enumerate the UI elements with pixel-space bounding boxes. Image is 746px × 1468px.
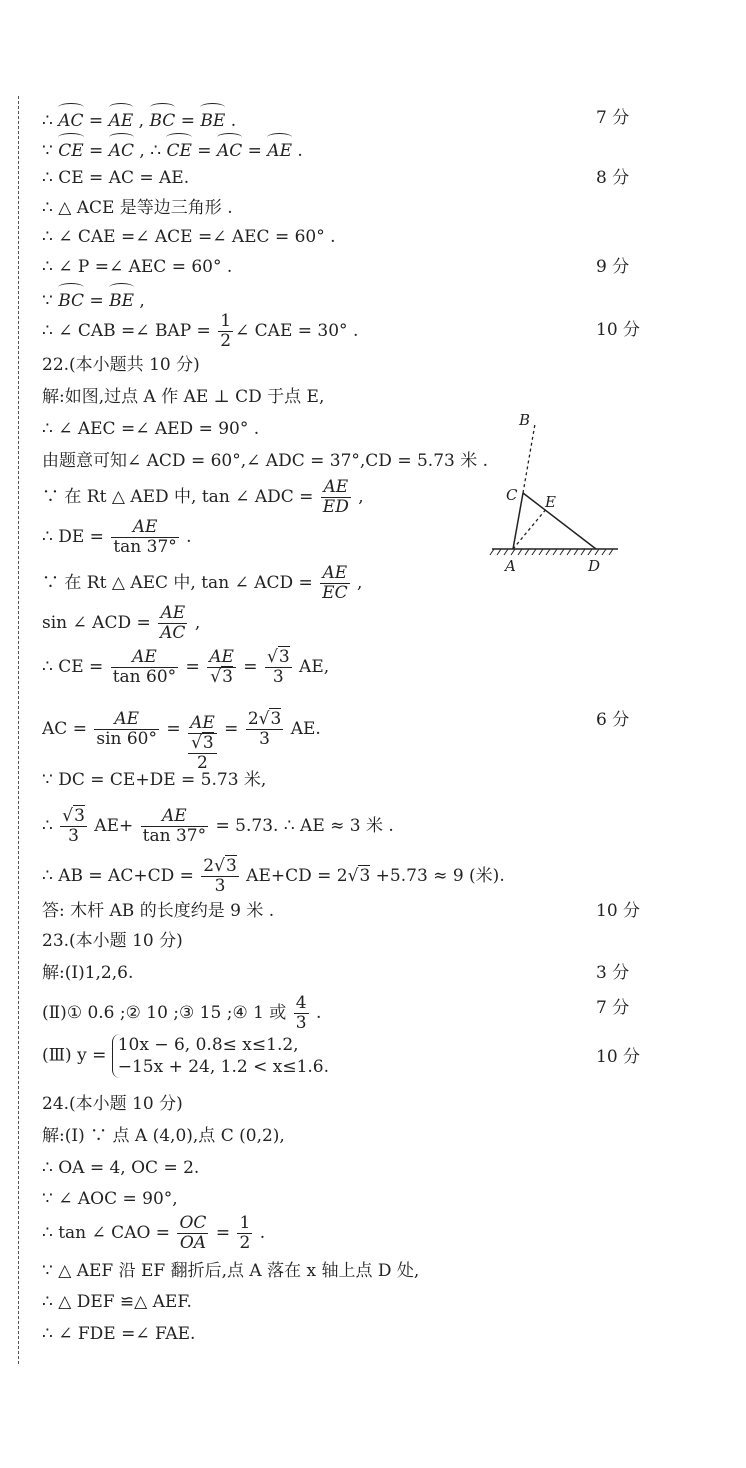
fraction: $\frac{√3}{3}$ bbox=[266, 647, 290, 687]
text-line: ∵ DC = CE+DE = 5.73 米, bbox=[42, 770, 267, 790]
segment-CD bbox=[523, 493, 596, 549]
text-line: ∴ △ ACE 是等边三角形 . bbox=[42, 198, 233, 218]
score-label: 10 分 bbox=[596, 901, 641, 921]
line-sin-acd: sin ∠ ACD = $\frac{AE}{AC}$ , bbox=[42, 603, 201, 643]
arc-CE: CE bbox=[166, 136, 191, 163]
label-B: B bbox=[519, 411, 531, 429]
answer-line: 答: 木杆 AB 的长度约是 9 米 . bbox=[42, 901, 275, 921]
text-line: 由题意可知∠ ACD = 60°,∠ ADC = 37°,CD = 5.73 米 . bbox=[42, 451, 489, 471]
text-line: ∴ ∠ CAE =∠ ACE =∠ AEC = 60° . bbox=[42, 227, 336, 247]
fraction: $\frac{1}{2}$ bbox=[220, 311, 232, 351]
problem-24-heading: 24.(本小题 10 分) bbox=[42, 1094, 183, 1114]
arc-BC: BC bbox=[150, 106, 176, 133]
text-line: ∵ △ AEF 沿 EF 翻折后,点 A 落在 x 轴上点 D 处, bbox=[42, 1261, 420, 1281]
text-line: ∴ ∠ P =∠ AEC = 60° . bbox=[42, 257, 233, 277]
line-solve-ae: ∴ $\frac{√3}{3}$ AE+ $\frac{AE}{\tan 37^\circ}$ = 5.73. ∴ AE ≈ 3 米 . bbox=[42, 806, 394, 846]
fraction: $\frac{AE}{EC}$ bbox=[322, 563, 348, 603]
problem-23-heading: 23.(本小题 10 分) bbox=[42, 931, 183, 951]
fraction: $\frac{4}{3}$ bbox=[295, 993, 307, 1033]
arc-BE: BE bbox=[109, 286, 134, 313]
label-A: A bbox=[505, 557, 516, 575]
arc-CE: CE bbox=[58, 136, 83, 163]
text-line: ∴ ∠ AEC =∠ AED = 90° . bbox=[42, 419, 260, 439]
line-piecewise: (Ⅲ) y = 10x − 6, 0.8≤ x≤1.2, −15x + 24, 1.2 < x≤1.6. bbox=[42, 1035, 330, 1077]
fraction: $\frac{2√3}{3}$ bbox=[247, 709, 282, 749]
label-C: C bbox=[506, 486, 518, 504]
text-line: 解:(Ⅰ)1,2,6. bbox=[42, 963, 134, 983]
arc-AC: AC bbox=[217, 136, 242, 163]
text-line: 解:如图,过点 A 作 AE ⊥ CD 于点 E, bbox=[42, 387, 325, 407]
piecewise-system: 10x − 6, 0.8≤ x≤1.2, −15x + 24, 1.2 < x≤1.6. bbox=[112, 1034, 329, 1078]
line-ab: ∴ AB = AC+CD = $\frac{2√3}{3}$ AE+CD = 2√3 +5.73 ≈ 9 (米). bbox=[42, 856, 505, 896]
fraction: $\frac{AE}{\tan 37^\circ}$ bbox=[142, 806, 207, 846]
text-line: ∴ ∠ FDE =∠ FAE. bbox=[42, 1324, 196, 1344]
fraction: $\frac{1}{2}$ bbox=[239, 1213, 251, 1253]
arc-BC: BC bbox=[58, 286, 84, 313]
label-D: D bbox=[588, 557, 601, 575]
fraction: $\frac{√3}{3}$ bbox=[62, 806, 85, 846]
line-angle-cab: ∴ ∠ CAB =∠ BAP = $\frac{1}{2}$ ∠ CAE = 30° . bbox=[42, 311, 359, 351]
fraction: $\frac{AE}{ED}$ bbox=[322, 477, 349, 517]
score-label: 7 分 bbox=[596, 998, 630, 1018]
fraction: $\frac{AE}{\tan 60^\circ}$ bbox=[112, 647, 177, 687]
score-label: 8 分 bbox=[596, 168, 630, 188]
score-label: 7 分 bbox=[596, 108, 630, 128]
binding-line bbox=[18, 96, 19, 1364]
label-E: E bbox=[545, 493, 556, 511]
line-arc-equalities: ∴ AC = AE , BC = BE . bbox=[42, 106, 236, 133]
line-tan-cao: ∴ tan ∠ CAO = $\frac{OC}{OA}$ = $\frac{1}{2}$ . bbox=[42, 1213, 266, 1253]
problem-22-heading: 22.(本小题共 10 分) bbox=[42, 355, 200, 375]
line-de: ∴ DE = $\frac{AE}{\tan 37^\circ}$ . bbox=[42, 517, 192, 557]
fraction: $\frac{AE}{√3}$ bbox=[209, 647, 234, 687]
arc-AE: AE bbox=[267, 136, 292, 163]
arc-BE: BE bbox=[200, 106, 225, 133]
arc-AE: AE bbox=[109, 106, 134, 133]
segment-AE-dashed bbox=[513, 508, 547, 549]
line-ce: ∴ CE = $\frac{AE}{\tan 60^\circ}$ = $\frac{AE}{√3}$ = $\frac{√3}{3}$ AE, bbox=[42, 647, 330, 687]
compound-fraction: AE √3 2 bbox=[190, 713, 215, 773]
line-ac: AC = $\frac{AE}{\sin 60^\circ}$ = AE √3 2 = $\frac{2√3}{3}$ AE. bbox=[42, 709, 321, 773]
score-label: 6 分 bbox=[596, 710, 630, 730]
text-line: ∴ △ DEF ≌△ AEF. bbox=[42, 1292, 192, 1312]
line-arc-bc-be: ∵ BC = BE , bbox=[42, 286, 145, 313]
fraction: $\frac{AE}{\tan 37^\circ}$ bbox=[113, 517, 177, 557]
ground-hatch bbox=[490, 549, 613, 555]
line-part-2: (Ⅱ)① 0.6 ;② 10 ;③ 15 ;④ 1 或 $\frac{4}{3}$ . bbox=[42, 993, 322, 1033]
score-label: 3 分 bbox=[596, 963, 630, 983]
text-line: 解:(Ⅰ) ∵ 点 A (4,0),点 C (0,2), bbox=[42, 1126, 285, 1146]
line-arc-equalities-2: ∵ CE = AC , ∴ CE = AC = AE . bbox=[42, 136, 303, 163]
line-tan-acd: ∵ 在 Rt △ AEC 中, tan ∠ ACD = $\frac{AE}{EC}$ , bbox=[42, 563, 363, 603]
fraction: $\frac{OC}{OA}$ bbox=[179, 1213, 207, 1253]
line-tan-adc: ∵ 在 Rt △ AED 中, tan ∠ ADC = $\frac{AE}{ED}$ , bbox=[42, 477, 364, 517]
score-label: 10 分 bbox=[596, 320, 641, 340]
arc-AC: AC bbox=[58, 106, 83, 133]
arc-AC: AC bbox=[109, 136, 134, 163]
segment-CB-dashed bbox=[523, 424, 535, 493]
fraction: $\frac{2√3}{3}$ bbox=[203, 856, 237, 896]
text-line: ∴ OA = 4, OC = 2. bbox=[42, 1158, 200, 1178]
score-label: 10 分 bbox=[596, 1047, 641, 1067]
score-label: 9 分 bbox=[596, 257, 630, 277]
fraction: $\frac{AE}{\sin 60^\circ}$ bbox=[96, 709, 157, 749]
geometry-figure bbox=[486, 404, 626, 584]
text-line: ∴ CE = AC = AE. bbox=[42, 168, 190, 188]
fraction: $\frac{AE}{AC}$ bbox=[160, 603, 186, 643]
text-line: ∵ ∠ AOC = 90°, bbox=[42, 1189, 178, 1209]
